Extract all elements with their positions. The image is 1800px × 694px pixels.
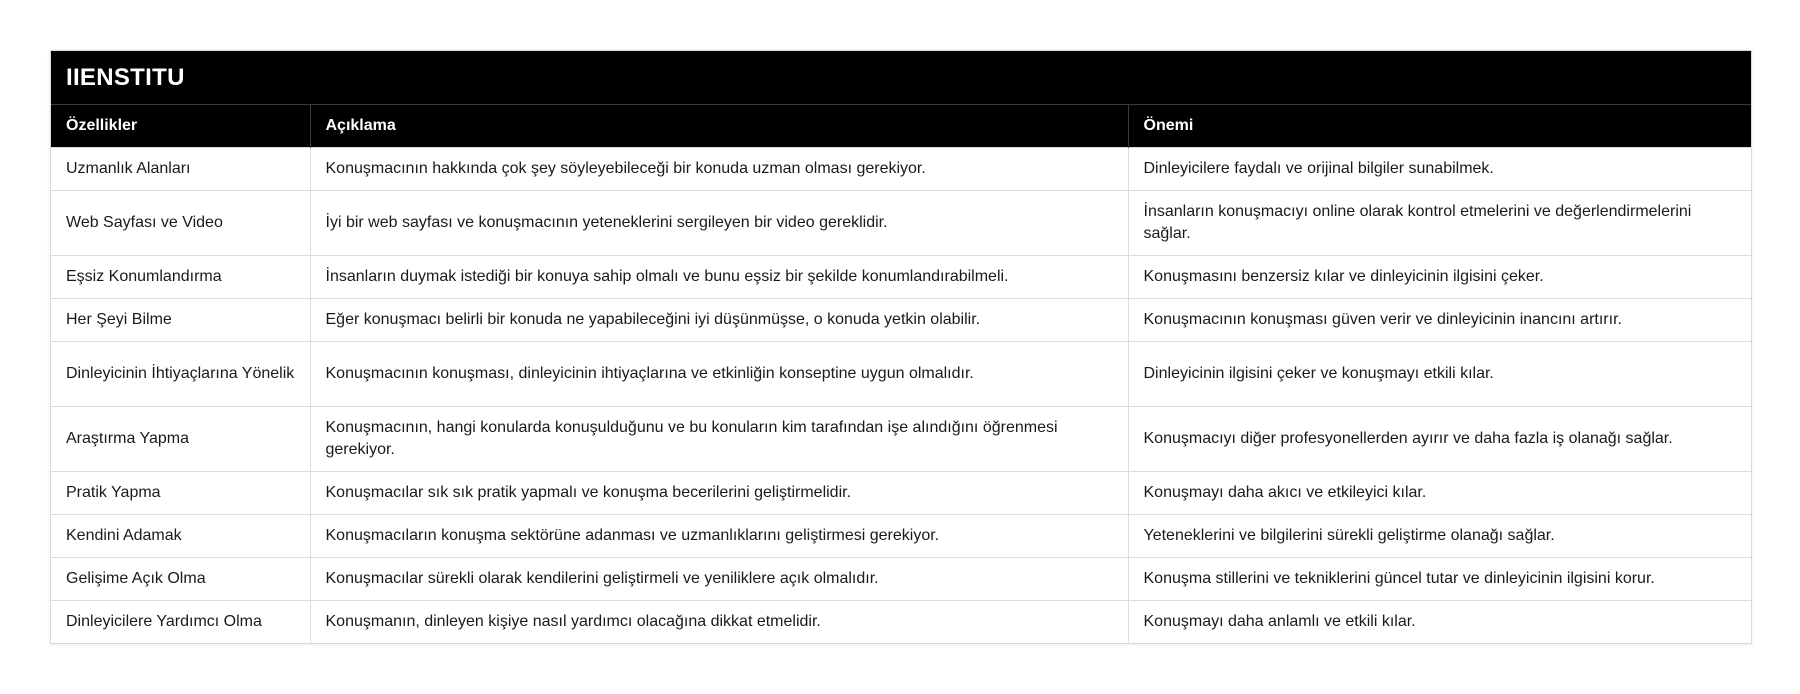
feature-cell: Her Şeyi Bilme — [51, 298, 310, 341]
description-cell: İnsanların duymak istediği bir konuya sahip olmalı ve bunu eşsiz bir şekilde konumlandırabilmeli. — [310, 255, 1128, 298]
table-header-row — [51, 105, 1751, 147]
table-row — [51, 341, 1751, 406]
description-cell: İyi bir web sayfası ve konuşmacının yeteneklerini sergileyen bir video gereklidir. — [310, 190, 1128, 255]
table-row — [51, 471, 1751, 514]
brand-title: IIENSTITU — [51, 51, 1751, 105]
importance-cell: Dinleyicinin ilgisini çeker ve konuşmayı etkili kılar. — [1128, 341, 1751, 406]
column-header-importance: Önemi — [1128, 105, 1751, 147]
column-header-description: Açıklama — [310, 105, 1128, 147]
importance-cell: Dinleyicilere faydalı ve orijinal bilgiler sunabilmek. — [1128, 147, 1751, 190]
table-row — [51, 600, 1751, 643]
importance-cell: Konuşmayı daha anlamlı ve etkili kılar. — [1128, 600, 1751, 643]
importance-cell: Konuşmacıyı diğer profesyonellerden ayırır ve daha fazla iş olanağı sağlar. — [1128, 406, 1751, 471]
description-cell: Konuşmacının, hangi konularda konuşulduğunu ve bu konuların kim tarafından işe alındığını öğrenmesi gerekiyor. — [310, 406, 1128, 471]
feature-cell: Gelişime Açık Olma — [51, 557, 310, 600]
importance-cell: İnsanların konuşmacıyı online olarak kontrol etmelerini ve değerlendirmelerini sağlar. — [1128, 190, 1751, 255]
importance-cell: Konuşmasını benzersiz kılar ve dinleyicinin ilgisini çeker. — [1128, 255, 1751, 298]
feature-cell: Dinleyicilere Yardımcı Olma — [51, 600, 310, 643]
table-row — [51, 406, 1751, 471]
importance-cell: Konuşmayı daha akıcı ve etkileyici kılar. — [1128, 471, 1751, 514]
table-row — [51, 190, 1751, 255]
description-cell: Konuşmacıların konuşma sektörüne adanması ve uzmanlıklarını geliştirmesi gerekiyor. — [310, 514, 1128, 557]
description-cell: Konuşmacının hakkında çok şey söyleyebileceği bir konuda uzman olması gerekiyor. — [310, 147, 1128, 190]
feature-cell: Kendini Adamak — [51, 514, 310, 557]
description-cell: Konuşmacının konuşması, dinleyicinin ihtiyaçlarına ve etkinliğin konseptine uygun olmalıdır. — [310, 341, 1128, 406]
importance-cell: Konuşma stillerini ve tekniklerini güncel tutar ve dinleyicinin ilgisini korur. — [1128, 557, 1751, 600]
importance-cell: Yeteneklerini ve bilgilerini sürekli geliştirme olanağı sağlar. — [1128, 514, 1751, 557]
feature-cell: Dinleyicinin İhtiyaçlarına Yönelik — [51, 341, 310, 406]
table-row — [51, 514, 1751, 557]
feature-cell: Pratik Yapma — [51, 471, 310, 514]
feature-cell: Web Sayfası ve Video — [51, 190, 310, 255]
features-table — [51, 105, 1751, 643]
table-row — [51, 298, 1751, 341]
feature-cell: Uzmanlık Alanları — [51, 147, 310, 190]
table-row — [51, 557, 1751, 600]
description-cell: Konuşmacılar sürekli olarak kendilerini geliştirmeli ve yeniliklere açık olmalıdır. — [310, 557, 1128, 600]
description-cell: Konuşmacılar sık sık pratik yapmalı ve konuşma becerilerini geliştirmelidir. — [310, 471, 1128, 514]
feature-cell: Eşsiz Konumlandırma — [51, 255, 310, 298]
table-row — [51, 255, 1751, 298]
description-cell: Konuşmanın, dinleyen kişiye nasıl yardımcı olacağına dikkat etmelidir. — [310, 600, 1128, 643]
column-header-features: Özellikler — [51, 105, 310, 147]
importance-cell: Konuşmacının konuşması güven verir ve dinleyicinin inancını artırır. — [1128, 298, 1751, 341]
feature-cell: Araştırma Yapma — [51, 406, 310, 471]
features-table-card — [50, 50, 1752, 644]
description-cell: Eğer konuşmacı belirli bir konuda ne yapabileceğini iyi düşünmüşse, o konuda yetkin olabilir. — [310, 298, 1128, 341]
table-row — [51, 147, 1751, 190]
